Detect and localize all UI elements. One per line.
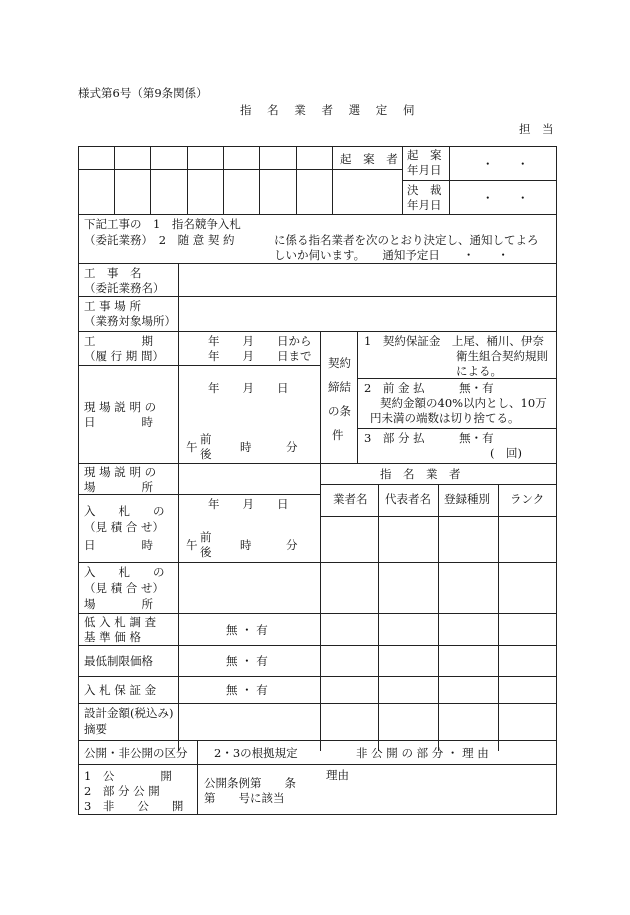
genba-ymd: 年 月 日: [208, 381, 289, 395]
nyusatsu-gozen: 前: [200, 530, 212, 544]
genba-nichiji-1: 現 場 説 明 の: [84, 400, 157, 414]
contract-label-2: 締結: [328, 380, 351, 394]
contract-c2a: 2 前 金 払 無・有: [364, 381, 494, 395]
tei-nyusatsu-value: 無 ・ 有: [226, 623, 268, 637]
genba-ji-fun: 時 分: [240, 440, 298, 454]
contract-c1a: 1 契約保証金 上尾、桶川、伊奈: [364, 334, 544, 348]
kian-date-label: 起 案: [407, 148, 442, 162]
koji-mei-sub: （委託業務名）: [84, 281, 165, 295]
kessai-label2: 年月日: [407, 198, 442, 212]
jorei-line2: 第 号に該当: [204, 791, 285, 805]
koki-to: 年 月 日まで: [208, 349, 312, 363]
contract-label-3: の条: [328, 404, 351, 418]
kian-date-value: ・ ・: [482, 157, 535, 171]
vendor-col-type: 登録種別: [444, 492, 490, 506]
page-title: 指 名 業 者 選 定 伺: [240, 103, 421, 117]
nyusatsu-basho-3: 場 所: [84, 597, 153, 611]
contract-c3b: ( 回): [490, 446, 522, 460]
notice-line3: しいか伺います。 通知予定日 ・ ・: [274, 248, 509, 262]
genba-basho-1: 現 場 説 明 の: [84, 465, 157, 479]
genba-gogo: 後: [200, 447, 212, 461]
kokai-opt2: 2 部 分 公 開: [84, 784, 160, 798]
kian-date-label2: 年月日: [407, 163, 442, 177]
nyusatsu-basho-2: （見 積 合 せ）: [84, 581, 164, 595]
nyusatsu-hosho-label: 入 札 保 証 金: [84, 683, 157, 697]
vendor-col-rank: ランク: [510, 492, 545, 506]
kessai-label: 決 裁: [407, 183, 442, 197]
notice-line2: （委託業務） 2 随 意 契 約: [84, 233, 235, 247]
nyusatsu-go: 午: [186, 538, 198, 552]
genba-basho-2: 場 所: [84, 480, 153, 494]
vendors-title: 指 名 業 者: [380, 467, 461, 481]
saitei-seigen-value: 無 ・ 有: [226, 654, 268, 668]
nyusatsu-gogo: 後: [200, 545, 212, 559]
jorei-line1: 公開条例第 条: [204, 776, 296, 790]
contract-label-4: 件: [332, 428, 344, 442]
kokai-opt3: 3 非 公 開: [84, 799, 184, 813]
genba-go: 午: [186, 440, 198, 454]
nyusatsu-basho-1: 入 札 の: [84, 565, 165, 579]
nyusatsu-nichiji-2: （見 積 合 せ）: [84, 520, 164, 534]
form-number: 様式第6号（第9条関係）: [78, 86, 208, 100]
koji-basho-label: 工 事 場 所: [84, 299, 141, 313]
kessai-date-value: ・ ・: [482, 191, 535, 205]
nyusatsu-nichiji-1: 入 札 の: [84, 504, 165, 518]
sekkei-kingaku-label: 設計金額(税込み): [84, 706, 174, 720]
vendor-col-rep: 代表者名: [385, 492, 431, 506]
kian-sha-label: 起 案 者: [340, 152, 402, 166]
tei-nyusatsu-2: 基 準 価 格: [84, 630, 141, 644]
hikokai-riyu-label: 非 公 開 の 部 分 ・ 理 由: [356, 746, 489, 760]
contract-c3a: 3 部 分 払 無・有: [364, 431, 494, 445]
riyu-label: 理由: [326, 768, 349, 782]
kubun-label: 公開・非公開の区分: [84, 746, 188, 760]
genba-gozen: 前: [200, 432, 212, 446]
tekiyo-label: 摘要: [84, 722, 107, 736]
tei-nyusatsu-1: 低 入 札 調 査: [84, 615, 157, 629]
kokai-opt1: 1 公 開: [84, 769, 172, 783]
nyusatsu-hosho-value: 無 ・ 有: [226, 683, 268, 697]
konkyo-label: 2・3の根拠規定: [214, 746, 298, 760]
contract-c2b: 契約金額の40%以内とし、10万: [380, 396, 547, 410]
contract-c1c: による。: [456, 364, 502, 378]
notice-line2b: に係る指名業者を次のとおり決定し、通知してよろ: [274, 233, 539, 247]
notice-line1: 下記工事の 1 指名競争入札: [84, 217, 241, 231]
contract-c1b: 衛生組合契約規則: [456, 349, 548, 363]
nyusatsu-nichiji-3: 日 時: [84, 538, 153, 552]
koji-mei-label: 工 事 名: [84, 266, 142, 280]
nyusatsu-ymd: 年 月 日: [208, 497, 289, 511]
contract-label-1: 契約: [328, 356, 351, 370]
koji-basho-sub: （業務対象場所）: [84, 314, 176, 328]
tanto-label: 担 当: [519, 122, 554, 136]
koki-label: 工 期: [84, 334, 153, 348]
koki-from: 年 月 日から: [208, 334, 312, 348]
nyusatsu-ji-fun: 時 分: [240, 538, 298, 552]
saitei-seigen-label: 最低制限価格: [84, 654, 153, 668]
vendor-col-name: 業者名: [333, 492, 368, 506]
genba-nichiji-2: 日 時: [84, 415, 153, 429]
koki-sub: （履 行 期 間）: [84, 349, 164, 363]
contract-c2c: 円未満の端数は切り捨てる。: [370, 411, 520, 425]
